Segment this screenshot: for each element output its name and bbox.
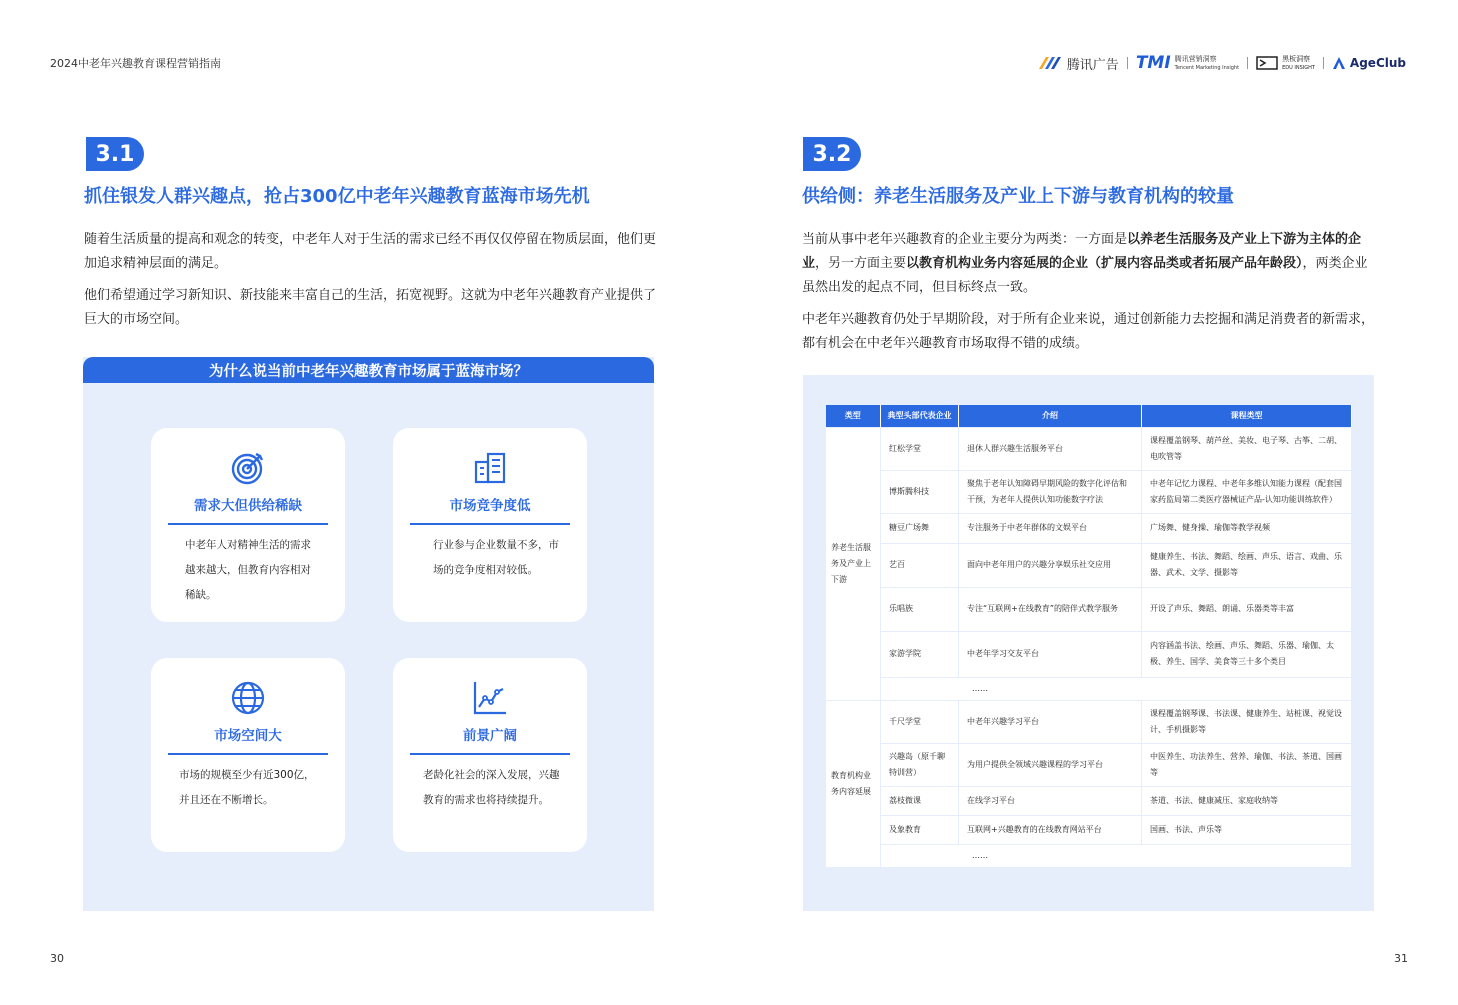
tmi-logo [1136, 53, 1239, 73]
line-chart-icon [472, 680, 508, 716]
intro-cell: 在线学习平台 [959, 786, 1142, 815]
tencent-ads-mark-icon [1037, 55, 1063, 71]
table-row-ellipsis [826, 677, 1352, 700]
table-header-cell: 课程类型 [1142, 405, 1352, 427]
table-row [826, 631, 1352, 677]
panel-title: 为什么说当前中老年兴趣教育市场属于蓝海市场？ [83, 357, 654, 383]
intro-cell: 专注服务于中老年群体的文娱平台 [959, 513, 1142, 543]
courses-cell: 健康养生、书法、舞蹈、绘画、声乐、语言、戏曲、乐器、武术、文学、摄影等 [1142, 543, 1352, 587]
page-number-right: 31 [1394, 952, 1408, 965]
company-cell: 红松学堂 [881, 427, 959, 470]
buildings-icon [472, 450, 508, 486]
para-text: ，两类企业虽然出发的起点不同，但目标终点一致。 [802, 256, 1368, 295]
company-cell: 兴趣岛（原千聊特训营） [881, 743, 959, 786]
card-divider [410, 523, 570, 525]
card-title: 需求大但供给稀缺 [194, 498, 302, 514]
section-heading-right: 供给侧：养老生活服务及产业上下游与教育机构的较量 [802, 186, 1234, 207]
courses-cell: 国画、书法、声乐等 [1142, 815, 1352, 844]
heiban-text [1282, 55, 1315, 72]
intro-cell: 退休人群兴趣生活服务平台 [959, 427, 1142, 470]
courses-cell: 内容涵盖书法、绘画、声乐、舞蹈、乐器、瑜伽、太极、养生、国学、美食等三十多个类目 [1142, 631, 1352, 677]
table-header-cell: 介绍 [959, 405, 1142, 427]
company-cell: 家游学院 [881, 631, 959, 677]
para-bold: 以教育机构业务内容延展的企业（扩展内容品类或者拓展产品年龄段） [906, 256, 1303, 271]
company-cell: 及象教育 [881, 815, 959, 844]
card-divider [168, 523, 328, 525]
table-header-cell: 典型头部代表企业 [881, 405, 959, 427]
logo-divider [1247, 57, 1248, 69]
table-row [826, 427, 1352, 470]
left-paragraph-1: 随着生活质量的提高和观念的转变，中老年人对于生活的需求已经不再仅仅停留在物质层面，他们更加追求精神层面的满足。 [84, 232, 657, 271]
company-cell: 博斯腾科技 [881, 470, 959, 513]
company-cell: 艺百 [881, 543, 959, 587]
blue-ocean-panel [83, 357, 654, 911]
tmi-cn: 腾讯营销洞察 [1174, 54, 1217, 63]
tencent-ads-text: 腾讯广告 [1066, 57, 1119, 73]
table-row [826, 470, 1352, 513]
ellipsis-cell: …… [881, 844, 1352, 867]
company-cell: 乐唱族 [881, 587, 959, 631]
logo-divider [1323, 57, 1324, 69]
card-body: 行业参与企业数量不多，市场的竞争度相对较低。 [433, 539, 559, 576]
page-number-left: 30 [50, 952, 64, 965]
intro-cell: 面向中老年用户的兴趣分享娱乐社交应用 [959, 543, 1142, 587]
table-row [826, 587, 1352, 631]
courses-cell: 广场舞、健身操、瑜伽等教学视频 [1142, 513, 1352, 543]
intro-cell: 中老年学习交友平台 [959, 631, 1142, 677]
para-bold: 以养老生活服务及产业上下游为主体的企业 [802, 232, 1362, 271]
table-row [826, 700, 1352, 743]
globe-icon [230, 680, 266, 716]
tmi-en: Tencent Marketing Insight [1174, 64, 1240, 71]
courses-cell: 茶道、书法、健康减压、家庭收纳等 [1142, 786, 1352, 815]
intro-cell: 聚焦于老年认知障碍早期风险的数字化评估和干预，为老年人提供认知功能数字疗法 [959, 470, 1142, 513]
table-row [826, 786, 1352, 815]
card-demand [151, 428, 345, 622]
table-row-ellipsis [826, 844, 1352, 867]
table-row [826, 815, 1352, 844]
section-badge-3-2: 3.2 [803, 137, 861, 171]
courses-cell: 中老年记忆力课程、中老年多维认知能力课程（配套国家药监局第二类医疗器械证产品-认知功能训练软件） [1142, 470, 1352, 513]
card-prospect [393, 658, 587, 852]
company-table-wrapper [825, 405, 1351, 868]
left-paragraph-2: 他们希望通过学习新知识、新技能来丰富自己的生活，拓宽视野。这就为中老年兴趣教育产业提供了巨大的市场空间。 [84, 288, 657, 327]
company-cell: 糖豆广场舞 [881, 513, 959, 543]
right-paragraph-2: 中老年兴趣教育仍处于早期阶段，对于所有企业来说，通过创新能力去挖掘和满足消费者的新需求，都有机会在中老年兴趣教育市场取得不错的成绩。 [802, 312, 1375, 351]
para-text: ，另一方面主要 [815, 256, 907, 271]
tencent-ads-logo [1037, 54, 1119, 73]
table-row [826, 513, 1352, 543]
heiban-en: EDU INSIGHT [1282, 64, 1315, 71]
table-header-row [826, 405, 1352, 427]
heiban-cn: 黑板洞察 [1282, 54, 1311, 63]
table-row [826, 543, 1352, 587]
section-heading-left: 抓住银发人群兴趣点，抢占300亿中老年兴趣教育蓝海市场先机 [84, 186, 590, 207]
ageclub-logo [1332, 56, 1406, 70]
card-divider [168, 753, 328, 755]
card-divider [410, 753, 570, 755]
company-cell: 千尺学堂 [881, 700, 959, 743]
courses-cell: 课程覆盖钢琴、葫芦丝、美妆、电子琴、古筝、二胡、电吹管等 [1142, 427, 1352, 470]
card-body: 老龄化社会的深入发展，兴趣教育的需求也将持续提升。 [423, 769, 560, 806]
card-title: 市场空间大 [214, 728, 282, 744]
intro-cell: 互联网+兴趣教育的在线教育网站平台 [959, 815, 1142, 844]
document-title: 2024中老年兴趣教育课程营销指南 [50, 57, 221, 70]
card-market-size [151, 658, 345, 852]
section-badge-3-1: 3.1 [86, 137, 144, 171]
company-cell: 荔枝微课 [881, 786, 959, 815]
right-paragraph-1 [802, 228, 1374, 300]
para-text: 当前从事中老年兴趣教育的企业主要分为两类：一方面是 [802, 232, 1128, 247]
category-cell: 养老生活服务及产业上下游 [826, 427, 881, 700]
ellipsis-cell: …… [881, 677, 1352, 700]
courses-cell: 开设了声乐、舞蹈、朗诵、乐器类等丰富 [1142, 587, 1352, 631]
card-body: 中老年人对精神生活的需求越来越大，但教育内容相对稀缺。 [185, 539, 311, 601]
card-title: 前景广阔 [463, 728, 517, 744]
logo-divider [1127, 57, 1128, 69]
heiban-logo [1256, 55, 1315, 72]
target-icon [230, 450, 266, 486]
partner-logos [1037, 52, 1406, 74]
intro-cell: 专注“互联网+在线教育”的陪伴式教学服务 [959, 587, 1142, 631]
courses-cell: 中医养生、功法养生、营养、瑜伽、书法、茶道、国画等 [1142, 743, 1352, 786]
ageclub-mark-icon [1332, 56, 1346, 70]
courses-cell: 课程覆盖钢琴课、书法课、健康养生、站桩课、视觉设计、手机摄影等 [1142, 700, 1352, 743]
intro-cell: 中老年兴趣学习平台 [959, 700, 1142, 743]
company-table [825, 405, 1352, 868]
table-header-cell: 类型 [826, 405, 881, 427]
card-title: 市场竞争度低 [449, 498, 531, 514]
tmi-text: TMI [1135, 53, 1171, 73]
heiban-mark-icon [1256, 56, 1278, 70]
ageclub-text: AgeClub [1349, 56, 1406, 70]
card-body: 市场的规模至少有近300亿，并且还在不断增长。 [179, 769, 315, 806]
intro-cell: 为用户提供全领域兴趣课程的学习平台 [959, 743, 1142, 786]
category-cell: 教育机构业务内容延展 [826, 700, 881, 867]
card-competition [393, 428, 587, 622]
table-row [826, 743, 1352, 786]
tmi-subtitle [1175, 55, 1239, 72]
